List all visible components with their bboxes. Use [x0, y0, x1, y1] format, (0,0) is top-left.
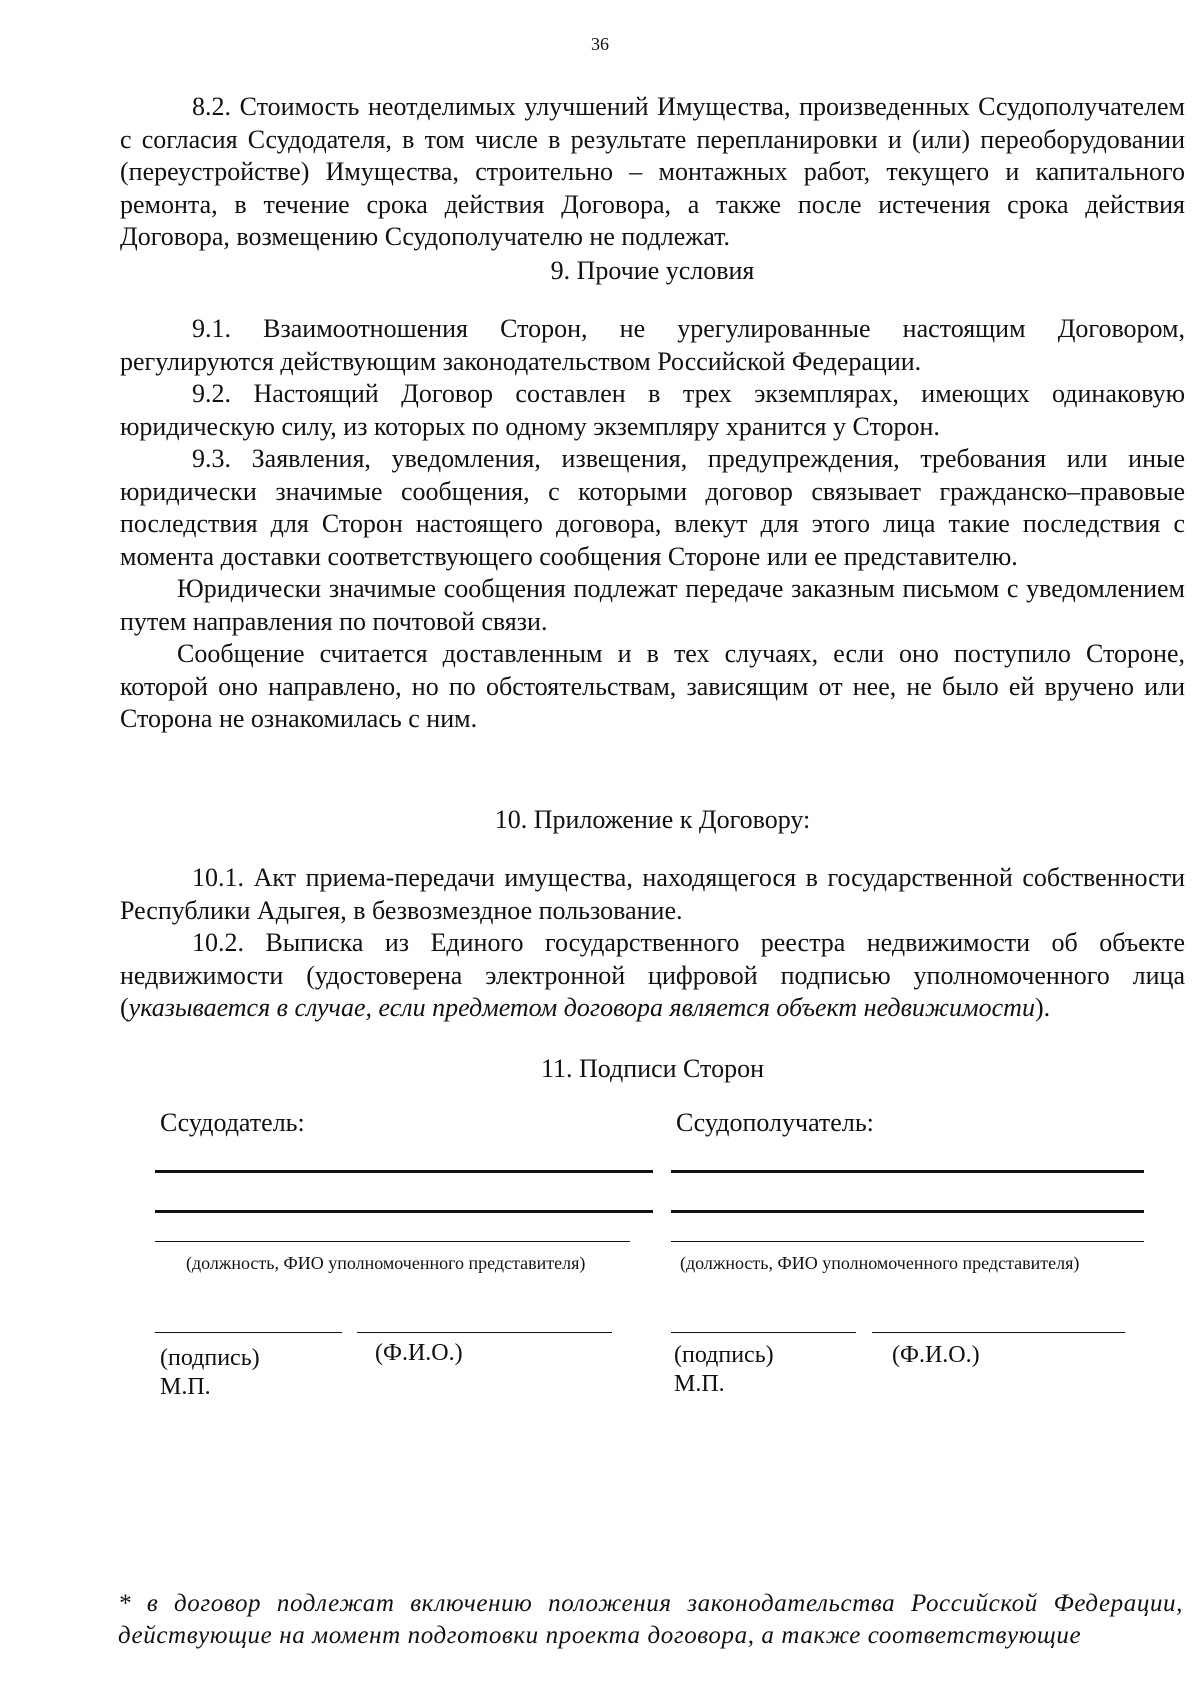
clause-8-2: 8.2. Стоимость неотделимых улучшений Имущества, произведенных Ссудополучателем с согласия Ссудодателя, в том числе в результате перепланировки и (или) переоборудовании (переустройстве) Имущества, строительно – монтажных работ, текущего и капитального ремонта, в течение срока действия Договора, а также после истечения срока действия Договора, возмещению Ссудополучателю не подлежат.	[120, 92, 1185, 251]
clause-10-1: 10.1. Акт приема-передачи имущества, находящегося в государственной собственности Республики Адыгея, в безвозмездное пользование.	[120, 863, 1185, 925]
paragraph-registered-letters: Юридически значимые сообщения подлежат передаче заказным письмом с уведомлением путем направления по почтовой связи.	[120, 574, 1185, 636]
borrower-position-caption: (должность, ФИО уполномоченного представителя)	[680, 1253, 1080, 1273]
section-10-title: 10. Приложение к Договору:	[494, 804, 811, 834]
borrower-signature-line	[671, 1332, 856, 1333]
lender-fio-caption: (Ф.И.О.)	[375, 1340, 463, 1366]
section-9-title: 9. Прочие условия	[550, 255, 755, 285]
lender-label: Ссудодатель:	[160, 1108, 305, 1137]
clause-10-2-end: ).	[1034, 993, 1051, 1022]
lender-signature-line	[155, 1332, 342, 1333]
borrower-label: Ссудополучатель:	[676, 1108, 874, 1137]
clause-10-2-italic: указывается в случае, если предметом договора является объект недвижимости	[128, 993, 1035, 1022]
contract-body	[120, 91, 1185, 1085]
borrower-signature-caption: (подпись)	[674, 1342, 774, 1368]
clause-10-2	[120, 927, 1185, 1025]
lender-line-3	[155, 1241, 630, 1242]
borrower-fio-line	[872, 1332, 1125, 1333]
lender-stamp-mark: М.П.	[160, 1374, 211, 1400]
borrower-line-2	[671, 1210, 1144, 1213]
paragraph-delivery: Сообщение считается доставленным и в тех случаях, если оно поступило Стороне, которой оно направлено, но по обстоятельствам, зависящим от нее, не было ей вручено или Сторона не ознакомилась с ним.	[120, 639, 1185, 733]
borrower-line-1	[671, 1170, 1144, 1173]
page-number: 36	[591, 34, 609, 54]
borrower-line-3	[671, 1241, 1144, 1242]
footnote: * в договор подлежат включению положения законодательства Российской Федерации, действующие на момент подготовки проекта договора, а также соответствующие	[118, 1590, 1183, 1649]
lender-position-caption: (должность, ФИО уполномоченного представителя)	[186, 1253, 586, 1273]
borrower-stamp-mark: М.П.	[674, 1371, 725, 1397]
lender-line-2	[155, 1210, 653, 1213]
clause-10-2-text: 10.2. Выписка из Единого государственного реестра недвижимости об объекте недвижимости (удостоверена электронной цифровой подписью уполномоченного лица (	[120, 928, 1185, 1022]
lender-signature-caption: (подпись)	[160, 1345, 260, 1371]
borrower-fio-caption: (Ф.И.О.)	[892, 1342, 980, 1368]
section-11-title: 11. Подписи Сторон	[540, 1053, 764, 1083]
lender-line-1	[155, 1170, 653, 1173]
clause-9-2: 9.2. Настоящий Договор составлен в трех экземплярах, имеющих одинаковую юридическую силу, из которых по одному экземпляру хранится у Сторон.	[120, 379, 1185, 441]
lender-fio-line	[357, 1332, 612, 1333]
clause-9-3: 9.3. Заявления, уведомления, извещения, предупреждения, требования или иные юридически значимые сообщения, с которыми договор связывает гражданско–правовые последствия для Сторон настоящего договора, влекут для этого лица такие последствия с момента доставки соответствующего сообщения Стороне или ее представителю.	[120, 444, 1185, 571]
clause-9-1: 9.1. Взаимоотношения Сторон, не урегулированные настоящим Договором, регулируются действующим законодательством Российской Федерации.	[120, 314, 1185, 376]
